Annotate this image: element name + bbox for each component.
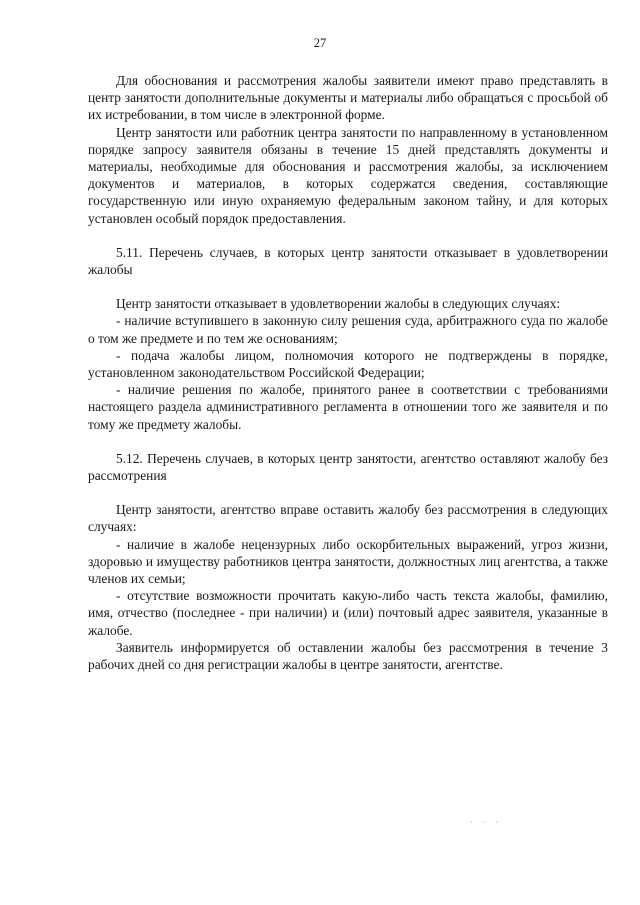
paragraph-documents-right: Для обоснования и рассмотрения жалобы заявители имеют право представлять в центр занятости дополнительные документы и материалы либо обращаться с просьбой об их истребовании, в том числе в электронной форме. [88,73,608,123]
section-5-11-item: - подача жалобы лицом, полномочия которого не подтверждены в порядке, установленном законодательством Российской Федерации; [88,347,608,381]
section-5-12-closing: Заявитель информируется об оставлении жалобы без рассмотрения в течение 3 рабочих дней со дня регистрации жалобы в центре занятости, агентстве. [88,639,608,673]
section-5-12-item: - наличие в жалобе нецензурных либо оскорбительных выражений, угроз жизни, здоровью и имуществу работников центра занятости, должностных лиц агентства, а также членов их семьи; [88,536,608,587]
section-5-12-heading: 5.12. Перечень случаев, в которых центр занятости, агентство оставляют жалобу без рассмотрения [88,450,608,484]
section-5-12-intro: Центр занятости, агентство вправе оставить жалобу без рассмотрения в следующих случаях: [88,502,608,535]
section-5-11-item: - наличие решения по жалобе, принятого ранее в соответствии с требованиями настоящего раздела административного регламента в отношении того же заявителя и по тому же предмету жалобы. [88,382,608,432]
scan-specks: · · · [470,818,502,827]
section-5-11-intro: Центр занятости отказывает в удовлетворении жалобы в следующих случаях: [116,296,561,312]
body-text [88,72,608,673]
section-5-12-item: - отсутствие возможности прочитать какую-либо часть текста жалобы, фамилию, имя, отчество (последнее - при наличии) и (или) почтовый адрес заявителя, указанные в жалобе. [88,588,608,638]
section-5-11-heading: 5.11. Перечень случаев, в которых центр занятости отказывает в удовлетворении жалобы [88,244,608,278]
page-number: 27 [313,36,327,50]
paragraph-documents-request: Центр занятости или работник центра занятости по направленному в установленном порядке запросу заявителя обязаны в течение 15 дней представлять документы и материалы, необходимые для обоснования и рассмотрения жалобы, за исключением документов и материалов, в которых содержатся сведения, составляющие государственную или иную охраняемую федеральным законом тайну, и для которых установлен особый порядок предоставления. [88,124,608,226]
section-5-11-item: - наличие вступившего в законную силу решения суда, арбитражного суда по жалобе о том же предмете и по тем же основаниям; [88,313,608,346]
